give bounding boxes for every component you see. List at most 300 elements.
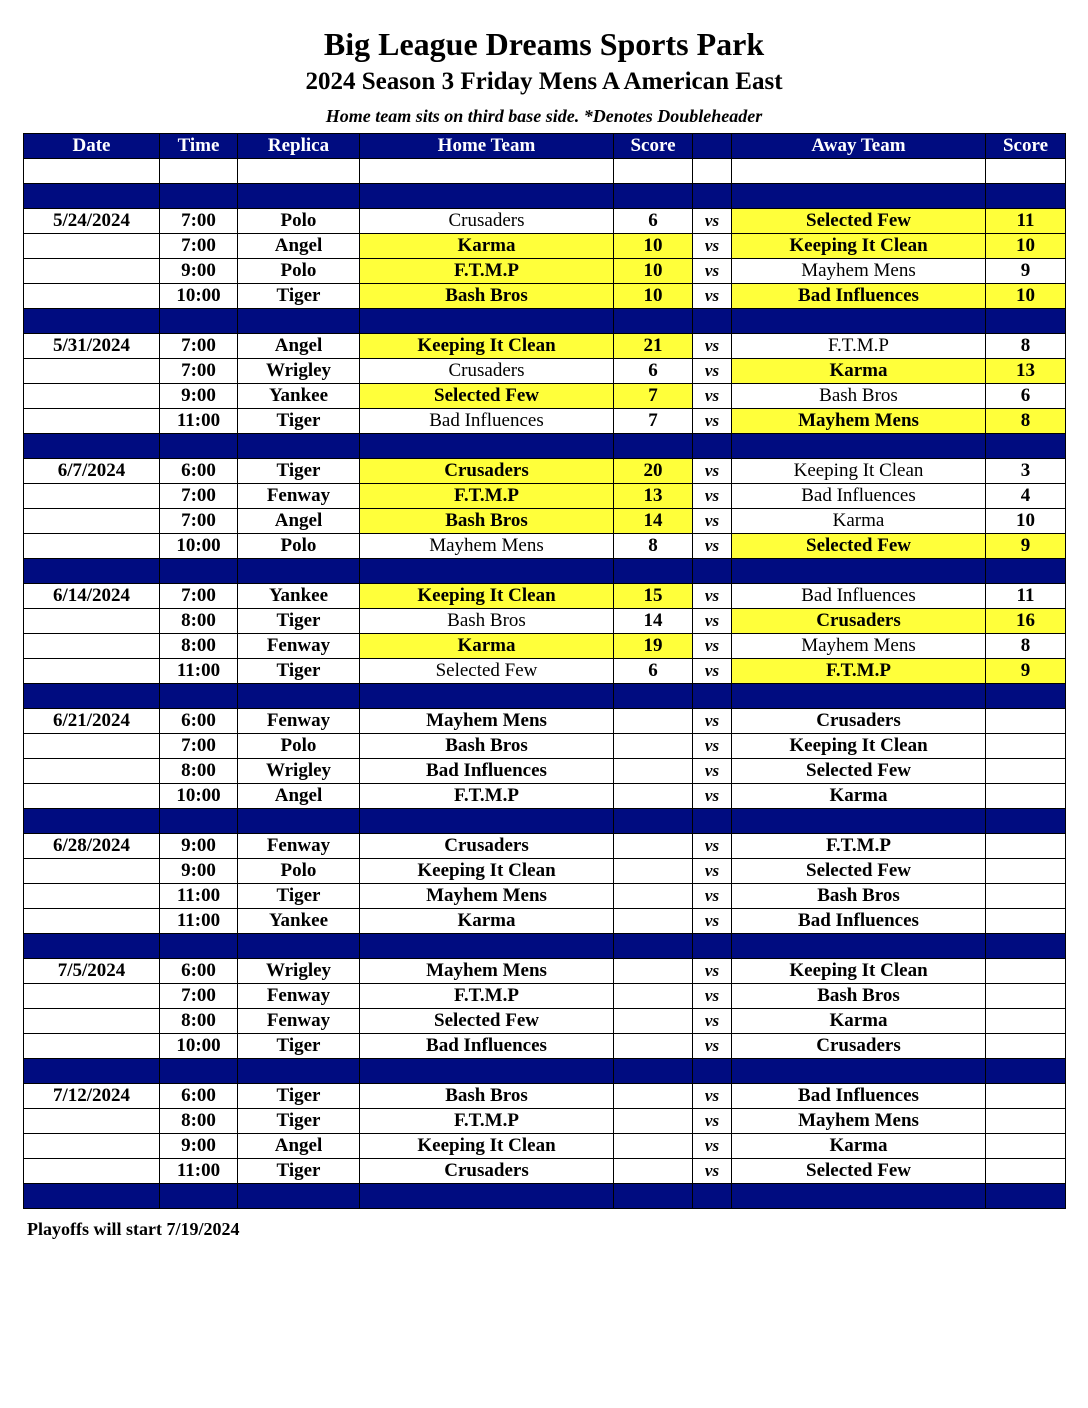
away-team: Bad Influences bbox=[732, 909, 986, 934]
home-score: 7 bbox=[614, 409, 693, 434]
game-date bbox=[24, 634, 160, 659]
vs-label: vs bbox=[693, 584, 732, 609]
game-replica: Fenway bbox=[238, 1009, 360, 1034]
home-score bbox=[614, 1134, 693, 1159]
separator-cell bbox=[986, 684, 1066, 709]
separator-cell bbox=[160, 934, 238, 959]
away-score: 11 bbox=[986, 209, 1066, 234]
game-row bbox=[24, 984, 1066, 1009]
game-time: 11:00 bbox=[160, 659, 238, 684]
home-team: F.T.M.P bbox=[360, 259, 614, 284]
game-row bbox=[24, 834, 1066, 859]
home-score bbox=[614, 834, 693, 859]
separator-cell bbox=[24, 1059, 160, 1084]
game-row bbox=[24, 909, 1066, 934]
home-team: Crusaders bbox=[360, 209, 614, 234]
game-row bbox=[24, 334, 1066, 359]
vs-label: vs bbox=[693, 959, 732, 984]
game-replica: Tiger bbox=[238, 459, 360, 484]
separator-cell bbox=[360, 1184, 614, 1209]
col-header-time: Time bbox=[160, 134, 238, 159]
separator-cell bbox=[614, 1184, 693, 1209]
separator-cell bbox=[693, 434, 732, 459]
game-date bbox=[24, 609, 160, 634]
away-team: Karma bbox=[732, 1134, 986, 1159]
game-row bbox=[24, 859, 1066, 884]
away-team: Bad Influences bbox=[732, 584, 986, 609]
home-team: Keeping It Clean bbox=[360, 334, 614, 359]
blank-cell bbox=[160, 159, 238, 184]
game-replica: Yankee bbox=[238, 909, 360, 934]
home-team: Mayhem Mens bbox=[360, 709, 614, 734]
away-team: Selected Few bbox=[732, 1159, 986, 1184]
vs-label: vs bbox=[693, 984, 732, 1009]
separator-cell bbox=[693, 684, 732, 709]
home-team: Keeping It Clean bbox=[360, 584, 614, 609]
away-score: 3 bbox=[986, 459, 1066, 484]
away-team: Selected Few bbox=[732, 859, 986, 884]
separator-cell bbox=[238, 934, 360, 959]
separator-cell bbox=[986, 184, 1066, 209]
game-date bbox=[24, 759, 160, 784]
game-row bbox=[24, 734, 1066, 759]
separator-cell bbox=[238, 434, 360, 459]
home-team: Bash Bros bbox=[360, 1084, 614, 1109]
separator-cell bbox=[986, 434, 1066, 459]
week-separator-row bbox=[24, 1184, 1066, 1209]
game-row bbox=[24, 784, 1066, 809]
separator-cell bbox=[732, 684, 986, 709]
home-score bbox=[614, 1109, 693, 1134]
game-time: 10:00 bbox=[160, 1034, 238, 1059]
home-score bbox=[614, 1084, 693, 1109]
away-score: 10 bbox=[986, 284, 1066, 309]
game-replica: Tiger bbox=[238, 609, 360, 634]
vs-label: vs bbox=[693, 284, 732, 309]
separator-cell bbox=[732, 809, 986, 834]
home-score: 6 bbox=[614, 209, 693, 234]
separator-cell bbox=[360, 1059, 614, 1084]
game-row bbox=[24, 1084, 1066, 1109]
away-score: 13 bbox=[986, 359, 1066, 384]
away-score: 9 bbox=[986, 259, 1066, 284]
game-row bbox=[24, 484, 1066, 509]
page-title: Big League Dreams Sports Park bbox=[323, 26, 765, 62]
away-team: F.T.M.P bbox=[732, 659, 986, 684]
away-team: Keeping It Clean bbox=[732, 734, 986, 759]
game-row bbox=[24, 609, 1066, 634]
col-header-vs bbox=[693, 134, 732, 159]
home-score: 10 bbox=[614, 284, 693, 309]
game-date bbox=[24, 884, 160, 909]
separator-cell bbox=[614, 1059, 693, 1084]
away-team: Selected Few bbox=[732, 759, 986, 784]
col-header-away-team: Away Team bbox=[732, 134, 986, 159]
game-time: 9:00 bbox=[160, 1134, 238, 1159]
game-time: 7:00 bbox=[160, 484, 238, 509]
away-score bbox=[986, 759, 1066, 784]
schedule-table bbox=[23, 133, 1066, 1209]
game-row bbox=[24, 659, 1066, 684]
game-replica: Tiger bbox=[238, 1034, 360, 1059]
playoffs-note: Playoffs will start 7/19/2024 bbox=[27, 1219, 240, 1239]
home-team: F.T.M.P bbox=[360, 484, 614, 509]
game-date: 5/24/2024 bbox=[24, 209, 160, 234]
home-team: Karma bbox=[360, 234, 614, 259]
home-score bbox=[614, 759, 693, 784]
game-replica: Tiger bbox=[238, 1109, 360, 1134]
home-team: Crusaders bbox=[360, 359, 614, 384]
game-row bbox=[24, 1009, 1066, 1034]
separator-cell bbox=[160, 1059, 238, 1084]
vs-label: vs bbox=[693, 1084, 732, 1109]
game-replica: Wrigley bbox=[238, 959, 360, 984]
separator-cell bbox=[614, 684, 693, 709]
game-time: 9:00 bbox=[160, 384, 238, 409]
game-replica: Angel bbox=[238, 509, 360, 534]
game-date bbox=[24, 909, 160, 934]
away-score: 8 bbox=[986, 334, 1066, 359]
home-team: Crusaders bbox=[360, 1159, 614, 1184]
game-replica: Polo bbox=[238, 209, 360, 234]
game-time: 7:00 bbox=[160, 509, 238, 534]
away-team: F.T.M.P bbox=[732, 834, 986, 859]
away-score: 10 bbox=[986, 234, 1066, 259]
header-note: Home team sits on third base side. *Denotes Doubleheader bbox=[325, 106, 763, 126]
game-date: 6/7/2024 bbox=[24, 459, 160, 484]
away-score: 16 bbox=[986, 609, 1066, 634]
separator-cell bbox=[614, 434, 693, 459]
separator-cell bbox=[238, 559, 360, 584]
separator-cell bbox=[24, 559, 160, 584]
separator-cell bbox=[693, 809, 732, 834]
game-date: 6/21/2024 bbox=[24, 709, 160, 734]
week-separator-row bbox=[24, 1059, 1066, 1084]
home-team: Bash Bros bbox=[360, 609, 614, 634]
separator-cell bbox=[238, 309, 360, 334]
game-time: 7:00 bbox=[160, 359, 238, 384]
away-score bbox=[986, 709, 1066, 734]
blank-cell bbox=[238, 159, 360, 184]
game-date: 6/28/2024 bbox=[24, 834, 160, 859]
game-replica: Wrigley bbox=[238, 759, 360, 784]
vs-label: vs bbox=[693, 384, 732, 409]
game-date bbox=[24, 1009, 160, 1034]
vs-label: vs bbox=[693, 1159, 732, 1184]
home-score: 15 bbox=[614, 584, 693, 609]
away-team: Bad Influences bbox=[732, 284, 986, 309]
separator-cell bbox=[693, 184, 732, 209]
game-date: 6/14/2024 bbox=[24, 584, 160, 609]
home-team: Bad Influences bbox=[360, 409, 614, 434]
separator-cell bbox=[238, 184, 360, 209]
game-row bbox=[24, 284, 1066, 309]
home-score: 10 bbox=[614, 259, 693, 284]
home-team: Crusaders bbox=[360, 459, 614, 484]
vs-label: vs bbox=[693, 234, 732, 259]
away-score: 4 bbox=[986, 484, 1066, 509]
home-team: Keeping It Clean bbox=[360, 859, 614, 884]
separator-cell bbox=[693, 1184, 732, 1209]
home-score: 21 bbox=[614, 334, 693, 359]
week-separator-row bbox=[24, 809, 1066, 834]
vs-label: vs bbox=[693, 459, 732, 484]
separator-cell bbox=[238, 809, 360, 834]
game-replica: Polo bbox=[238, 534, 360, 559]
game-date: 5/31/2024 bbox=[24, 334, 160, 359]
game-date bbox=[24, 384, 160, 409]
game-time: 7:00 bbox=[160, 734, 238, 759]
separator-cell bbox=[732, 559, 986, 584]
vs-label: vs bbox=[693, 884, 732, 909]
separator-cell bbox=[360, 934, 614, 959]
vs-label: vs bbox=[693, 259, 732, 284]
game-date bbox=[24, 259, 160, 284]
separator-cell bbox=[614, 184, 693, 209]
separator-cell bbox=[360, 809, 614, 834]
away-score bbox=[986, 834, 1066, 859]
away-score bbox=[986, 1084, 1066, 1109]
game-date: 7/12/2024 bbox=[24, 1084, 160, 1109]
vs-label: vs bbox=[693, 409, 732, 434]
game-date bbox=[24, 784, 160, 809]
vs-label: vs bbox=[693, 1034, 732, 1059]
separator-cell bbox=[693, 309, 732, 334]
separator-cell bbox=[732, 184, 986, 209]
home-score: 19 bbox=[614, 634, 693, 659]
game-row bbox=[24, 359, 1066, 384]
page-subtitle: 2024 Season 3 Friday Mens A American East bbox=[305, 68, 783, 95]
game-date bbox=[24, 284, 160, 309]
away-score bbox=[986, 859, 1066, 884]
game-date bbox=[24, 1159, 160, 1184]
separator-cell bbox=[986, 1059, 1066, 1084]
away-team: Crusaders bbox=[732, 609, 986, 634]
game-date bbox=[24, 534, 160, 559]
game-row bbox=[24, 259, 1066, 284]
game-time: 7:00 bbox=[160, 234, 238, 259]
separator-cell bbox=[160, 309, 238, 334]
separator-cell bbox=[614, 934, 693, 959]
game-row bbox=[24, 1109, 1066, 1134]
vs-label: vs bbox=[693, 534, 732, 559]
separator-cell bbox=[986, 309, 1066, 334]
separator-cell bbox=[24, 1184, 160, 1209]
home-score bbox=[614, 959, 693, 984]
vs-label: vs bbox=[693, 1109, 732, 1134]
vs-label: vs bbox=[693, 334, 732, 359]
game-time: 7:00 bbox=[160, 209, 238, 234]
game-row bbox=[24, 884, 1066, 909]
game-date bbox=[24, 509, 160, 534]
game-time: 6:00 bbox=[160, 959, 238, 984]
col-header-home-score: Score bbox=[614, 134, 693, 159]
game-time: 6:00 bbox=[160, 1084, 238, 1109]
vs-label: vs bbox=[693, 609, 732, 634]
away-score bbox=[986, 884, 1066, 909]
away-team: Bad Influences bbox=[732, 484, 986, 509]
separator-cell bbox=[693, 1059, 732, 1084]
vs-label: vs bbox=[693, 859, 732, 884]
home-team: Keeping It Clean bbox=[360, 1134, 614, 1159]
away-team: F.T.M.P bbox=[732, 334, 986, 359]
game-replica: Tiger bbox=[238, 409, 360, 434]
away-score bbox=[986, 1034, 1066, 1059]
week-separator-row bbox=[24, 434, 1066, 459]
separator-cell bbox=[24, 809, 160, 834]
game-row bbox=[24, 459, 1066, 484]
col-header-home-team: Home Team bbox=[360, 134, 614, 159]
game-row bbox=[24, 1034, 1066, 1059]
away-score bbox=[986, 1134, 1066, 1159]
separator-cell bbox=[160, 809, 238, 834]
game-row bbox=[24, 1159, 1066, 1184]
game-time: 7:00 bbox=[160, 984, 238, 1009]
separator-cell bbox=[24, 434, 160, 459]
separator-cell bbox=[24, 684, 160, 709]
home-score bbox=[614, 909, 693, 934]
game-time: 9:00 bbox=[160, 259, 238, 284]
col-header-away-score: Score bbox=[986, 134, 1066, 159]
game-row bbox=[24, 209, 1066, 234]
game-time: 9:00 bbox=[160, 859, 238, 884]
game-time: 9:00 bbox=[160, 834, 238, 859]
home-team: Karma bbox=[360, 909, 614, 934]
home-team: Selected Few bbox=[360, 384, 614, 409]
game-replica: Angel bbox=[238, 234, 360, 259]
home-team: Mayhem Mens bbox=[360, 884, 614, 909]
game-time: 8:00 bbox=[160, 609, 238, 634]
game-replica: Angel bbox=[238, 334, 360, 359]
game-time: 10:00 bbox=[160, 284, 238, 309]
home-score: 20 bbox=[614, 459, 693, 484]
game-replica: Angel bbox=[238, 784, 360, 809]
away-team: Crusaders bbox=[732, 709, 986, 734]
vs-label: vs bbox=[693, 1009, 732, 1034]
home-team: F.T.M.P bbox=[360, 984, 614, 1009]
separator-cell bbox=[160, 1184, 238, 1209]
separator-cell bbox=[614, 309, 693, 334]
away-score: 10 bbox=[986, 509, 1066, 534]
game-date bbox=[24, 859, 160, 884]
game-replica: Wrigley bbox=[238, 359, 360, 384]
away-score bbox=[986, 734, 1066, 759]
game-row bbox=[24, 384, 1066, 409]
game-date bbox=[24, 1109, 160, 1134]
vs-label: vs bbox=[693, 1134, 732, 1159]
game-time: 11:00 bbox=[160, 909, 238, 934]
vs-label: vs bbox=[693, 834, 732, 859]
separator-cell bbox=[986, 1184, 1066, 1209]
home-score: 10 bbox=[614, 234, 693, 259]
separator-cell bbox=[24, 309, 160, 334]
separator-cell bbox=[693, 559, 732, 584]
game-time: 8:00 bbox=[160, 1009, 238, 1034]
game-replica: Angel bbox=[238, 1134, 360, 1159]
game-row bbox=[24, 584, 1066, 609]
separator-cell bbox=[360, 434, 614, 459]
game-row bbox=[24, 234, 1066, 259]
home-team: Karma bbox=[360, 634, 614, 659]
game-time: 8:00 bbox=[160, 1109, 238, 1134]
separator-cell bbox=[614, 559, 693, 584]
game-time: 8:00 bbox=[160, 759, 238, 784]
game-time: 6:00 bbox=[160, 459, 238, 484]
separator-cell bbox=[238, 1059, 360, 1084]
home-team: F.T.M.P bbox=[360, 784, 614, 809]
blank-cell bbox=[732, 159, 986, 184]
game-time: 7:00 bbox=[160, 334, 238, 359]
schedule-body bbox=[24, 159, 1066, 1209]
away-score: 11 bbox=[986, 584, 1066, 609]
separator-cell bbox=[986, 559, 1066, 584]
game-date bbox=[24, 484, 160, 509]
home-score bbox=[614, 1009, 693, 1034]
game-date bbox=[24, 1134, 160, 1159]
game-replica: Tiger bbox=[238, 1159, 360, 1184]
header-row bbox=[24, 134, 1066, 159]
week-separator-row bbox=[24, 309, 1066, 334]
game-replica: Polo bbox=[238, 734, 360, 759]
home-team: Bad Influences bbox=[360, 759, 614, 784]
home-score: 7 bbox=[614, 384, 693, 409]
away-team: Karma bbox=[732, 1009, 986, 1034]
home-score bbox=[614, 1034, 693, 1059]
blank-cell bbox=[24, 159, 160, 184]
week-separator-row bbox=[24, 559, 1066, 584]
home-score bbox=[614, 734, 693, 759]
away-team: Mayhem Mens bbox=[732, 409, 986, 434]
away-team: Mayhem Mens bbox=[732, 1109, 986, 1134]
home-score bbox=[614, 784, 693, 809]
week-separator-row bbox=[24, 934, 1066, 959]
game-date bbox=[24, 234, 160, 259]
game-replica: Fenway bbox=[238, 834, 360, 859]
vs-label: vs bbox=[693, 709, 732, 734]
home-team: Bash Bros bbox=[360, 509, 614, 534]
away-score: 8 bbox=[986, 634, 1066, 659]
home-score: 14 bbox=[614, 609, 693, 634]
away-score bbox=[986, 984, 1066, 1009]
game-date bbox=[24, 734, 160, 759]
vs-label: vs bbox=[693, 659, 732, 684]
home-team: Bash Bros bbox=[360, 734, 614, 759]
game-replica: Fenway bbox=[238, 634, 360, 659]
separator-cell bbox=[614, 809, 693, 834]
game-time: 10:00 bbox=[160, 784, 238, 809]
home-team: Mayhem Mens bbox=[360, 959, 614, 984]
vs-label: vs bbox=[693, 634, 732, 659]
game-time: 6:00 bbox=[160, 709, 238, 734]
away-team: Keeping It Clean bbox=[732, 234, 986, 259]
separator-cell bbox=[986, 934, 1066, 959]
home-score: 8 bbox=[614, 534, 693, 559]
separator-cell bbox=[238, 684, 360, 709]
game-date bbox=[24, 984, 160, 1009]
separator-cell bbox=[732, 934, 986, 959]
blank-cell bbox=[614, 159, 693, 184]
blank-row bbox=[24, 159, 1066, 184]
game-date: 7/5/2024 bbox=[24, 959, 160, 984]
game-time: 11:00 bbox=[160, 884, 238, 909]
game-replica: Tiger bbox=[238, 1084, 360, 1109]
game-time: 10:00 bbox=[160, 534, 238, 559]
game-replica: Yankee bbox=[238, 584, 360, 609]
home-score: 6 bbox=[614, 659, 693, 684]
home-score bbox=[614, 1159, 693, 1184]
home-score: 6 bbox=[614, 359, 693, 384]
home-score bbox=[614, 884, 693, 909]
